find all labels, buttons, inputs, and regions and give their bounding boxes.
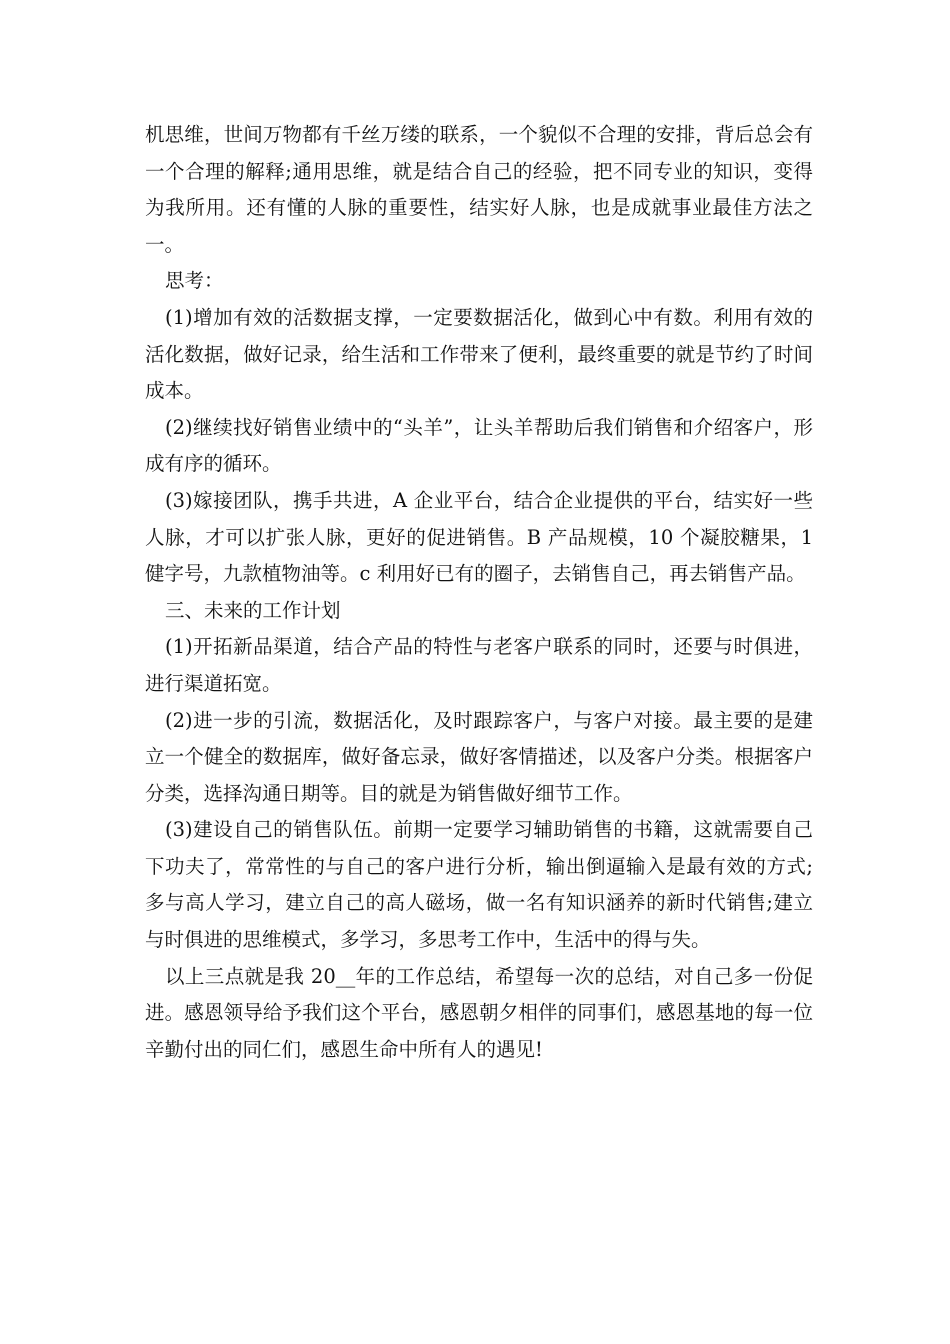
heading-future-plan: 三、未来的工作计划 [165, 598, 341, 622]
paragraph-conclusion: 以上三点就是我 20__年的工作总结，希望每一次的总结，对自己多一份促进。感恩领导给予我们这个平台，感恩朝夕相伴的同事们，感恩基地的每一位辛勤付出的同仁们，感恩生命中所有人的遇见! [145, 964, 813, 1061]
paragraph-intro: 机思维，世间万物都有千丝万缕的联系，一个貌似不合理的安排，背后总会有一个合理的解释;通用思维，就是结合自己的经验，把不同专业的知识，变得为我所用。还有懂的人脉的重要性，结实好人脉，也是成就事业最佳方法之一。 [145, 123, 813, 256]
paragraph-plan-3: (3)建设自己的销售队伍。前期一定要学习辅助销售的书籍，这就需要自己下功夫了，常常性的与自己的客户进行分析，输出倒逼输入是最有效的方式;多与高人学习，建立自己的高人磁场，做一名有知识涵养的新时代销售;建立与时俱进的思维模式，多学习，多思考工作中，生活中的得与失。 [145, 818, 813, 952]
paragraph-thinking-3: (3)嫁接团队，携手共进，A 企业平台，结合企业提供的平台，结实好一些人脉，才可以扩张人脉，更好的促进销售。B 产品规模，10 个凝胶糖果，1 健字号，九款植物油等。c 利用好已有的圈子，去销售自己，再去销售产品。 [145, 488, 813, 586]
paragraph-thinking-2: (2)继续找好销售业绩中的“头羊”，让头羊帮助后我们销售和介绍客户，形成有序的循环。 [145, 415, 813, 476]
paragraph-plan-1: (1)开拓新品渠道，结合产品的特性与老客户联系的同时，还要与时俱进，进行渠道拓宽。 [145, 635, 813, 695]
paragraph-plan-2: (2)进一步的引流，数据活化，及时跟踪客户，与客户对接。最主要的是建立一个健全的数据库，做好备忘录，做好客情描述，以及客户分类。根据客户分类，选择沟通日期等。目的就是为销售做好细节工作。 [145, 708, 813, 805]
paragraph-thinking-1: (1)增加有效的活数据支撑，一定要数据活化，做到心中有数。利用有效的活化数据，做好记录，给生活和工作带来了便利，最终重要的就是节约了时间成本。 [145, 305, 813, 403]
document-body [145, 117, 813, 1068]
heading-thinking: 思考： [165, 269, 224, 293]
